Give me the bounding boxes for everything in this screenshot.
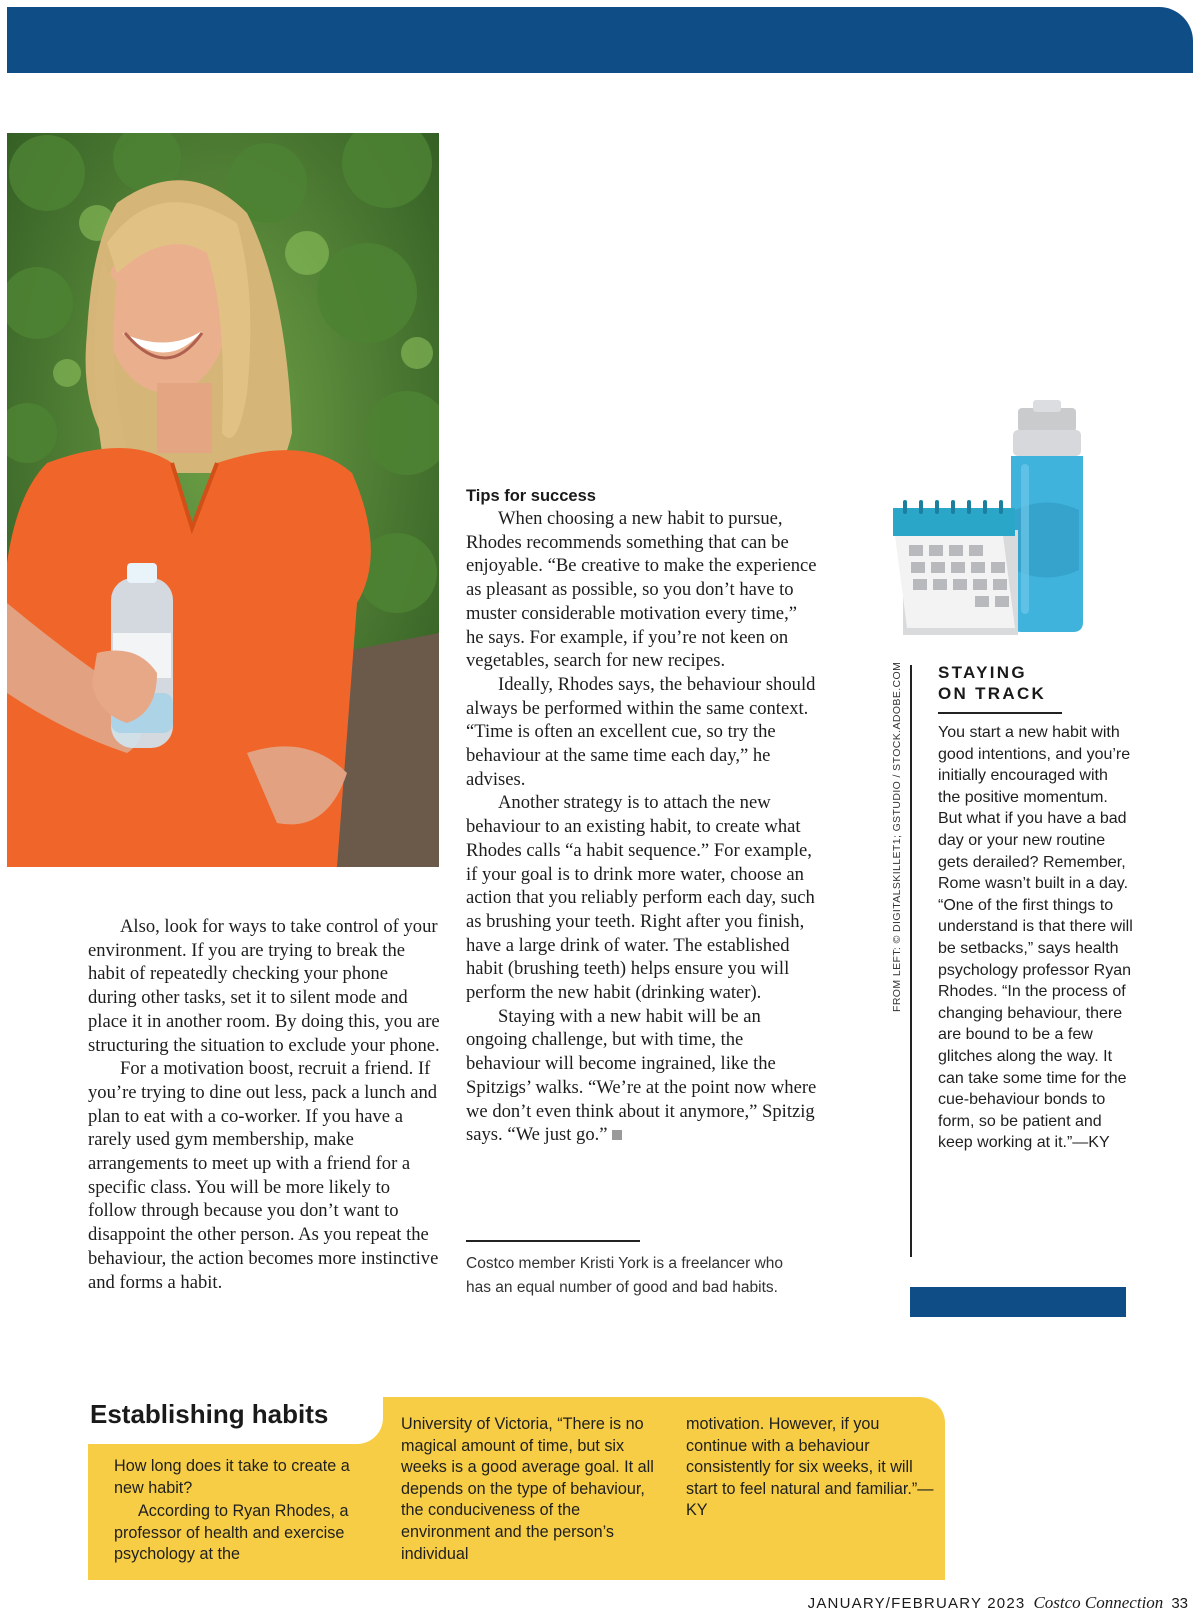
end-mark-icon — [612, 1130, 622, 1140]
article-paragraph: For a motivation boost, recruit a friend. If you’re trying to dine out less, pack a lunch and plan to eat with a co-worker. If you have a rarely used gym membership, make arrangements to meet up with a friend for a specific class. You will be more likely to follow through because you don’t want to disappoint the other person. As you repeat the behaviour, the action becomes more instinctive and forms a habit. — [88, 1058, 439, 1293]
calendar-and-bottle-illustration — [893, 400, 1108, 640]
box-column-1 — [114, 1458, 376, 1566]
sidebar-body: You start a new habit with good intentions, and you’re initially encouraged with the positive momentum. But what if you have a bad day or your new routine gets derailed? Remember, Rome wasn’t built in a day. “One of the first things to understand is that there will be setbacks,” says health psychology professor Ryan Rhodes. “In the process of changing behaviour, there are bound to be a few glitches along the way. It can take some time for the cue-behaviour bonds to form, so be patient and keep working at it.”—KY — [938, 724, 1133, 1152]
issue-date: JANUARY/FEBRUARY 2023 — [807, 1595, 1026, 1612]
box-title: Establishing habits — [90, 1399, 329, 1429]
magazine-name: Costco Connection — [1033, 1593, 1164, 1612]
article-paragraph: Another strategy is to attach the new behaviour to an existing habit, to create what Rhodes calls “a habit sequence.” For example, if your goal is to drink more water, choose an action that you reliably perform each day, such as brushing your teeth. Right after you finish, have a large drink of water. The established habit (brushing teeth) helps ensure you will perform the new habit (drinking water). — [466, 792, 815, 1004]
page-number: 33 — [1171, 1595, 1188, 1612]
box-column-3: motivation. However, if you continue with a behaviour consistently for six weeks, it will start to feel natural and familiar.”—KY — [686, 1415, 934, 1520]
photo-credit: FROM LEFT: © DIGITALSKILLET1; GSTUDIO / STOCK.ADOBE.COM — [891, 661, 903, 1012]
header-bar — [7, 7, 1193, 73]
article-paragraph: Ideally, Rhodes says, the behaviour should always be performed within the same context. “Time is often an excellent cue, so try the behaviour at the same time each day,” he advises. — [466, 673, 816, 790]
box-column-2: University of Victoria, “There is no magical amount of time, but six weeks is a good average goal. It all depends on the type of behaviour, the conduciveness of the environment and the person’s individual — [401, 1415, 654, 1563]
article-paragraph-text: Staying with a new habit will be an ongoing challenge, but with time, the behaviour will become ingrained, like the Spitzigs’ walks. “We’re at the point now where we don’t even think about it anymore,” Spitzig says. “We just go.” — [466, 1005, 817, 1146]
article-column-middle — [466, 485, 818, 1147]
woman-with-water-bottle-photo — [7, 133, 439, 867]
box-text: According to Ryan Rhodes, a professor of health and exercise psychology at the — [114, 1502, 349, 1564]
article-paragraph: When choosing a new habit to pursue, Rhodes recommends something that can be enjoyable. “Be creative to make the experience as pleasant as possible, so you don’t have to muster considerable motivation every time,” he says. For example, if you’re not keen on vegetables, search for new recipes. — [466, 508, 817, 672]
sidebar-title-rule — [938, 712, 1062, 714]
article-column-left — [88, 915, 440, 1294]
author-bio: Costco member Kristi York is a freelancer who has an equal number of good and bad habits. — [466, 1255, 784, 1296]
sidebar-vertical-rule — [910, 665, 912, 1257]
sidebar-title-line: ON TRACK — [938, 684, 1047, 703]
sidebar-footer-bar — [910, 1287, 1126, 1317]
bio-divider — [466, 1240, 640, 1242]
page-footer — [808, 1593, 1188, 1614]
box-question: How long does it take to create a new habit? — [114, 1457, 350, 1497]
sidebar-title-line: STAYING — [938, 663, 1027, 682]
article-paragraph: Also, look for ways to take control of your environment. If you are trying to break the habit of repeatedly checking your phone during other tasks, set it to silent mode and place it in another room. By doing this, you are structuring the situation to exclude your phone. — [88, 916, 440, 1056]
sidebar-title — [938, 662, 1098, 704]
article-paragraph-last — [466, 1005, 818, 1147]
tips-heading: Tips for success — [466, 487, 596, 505]
